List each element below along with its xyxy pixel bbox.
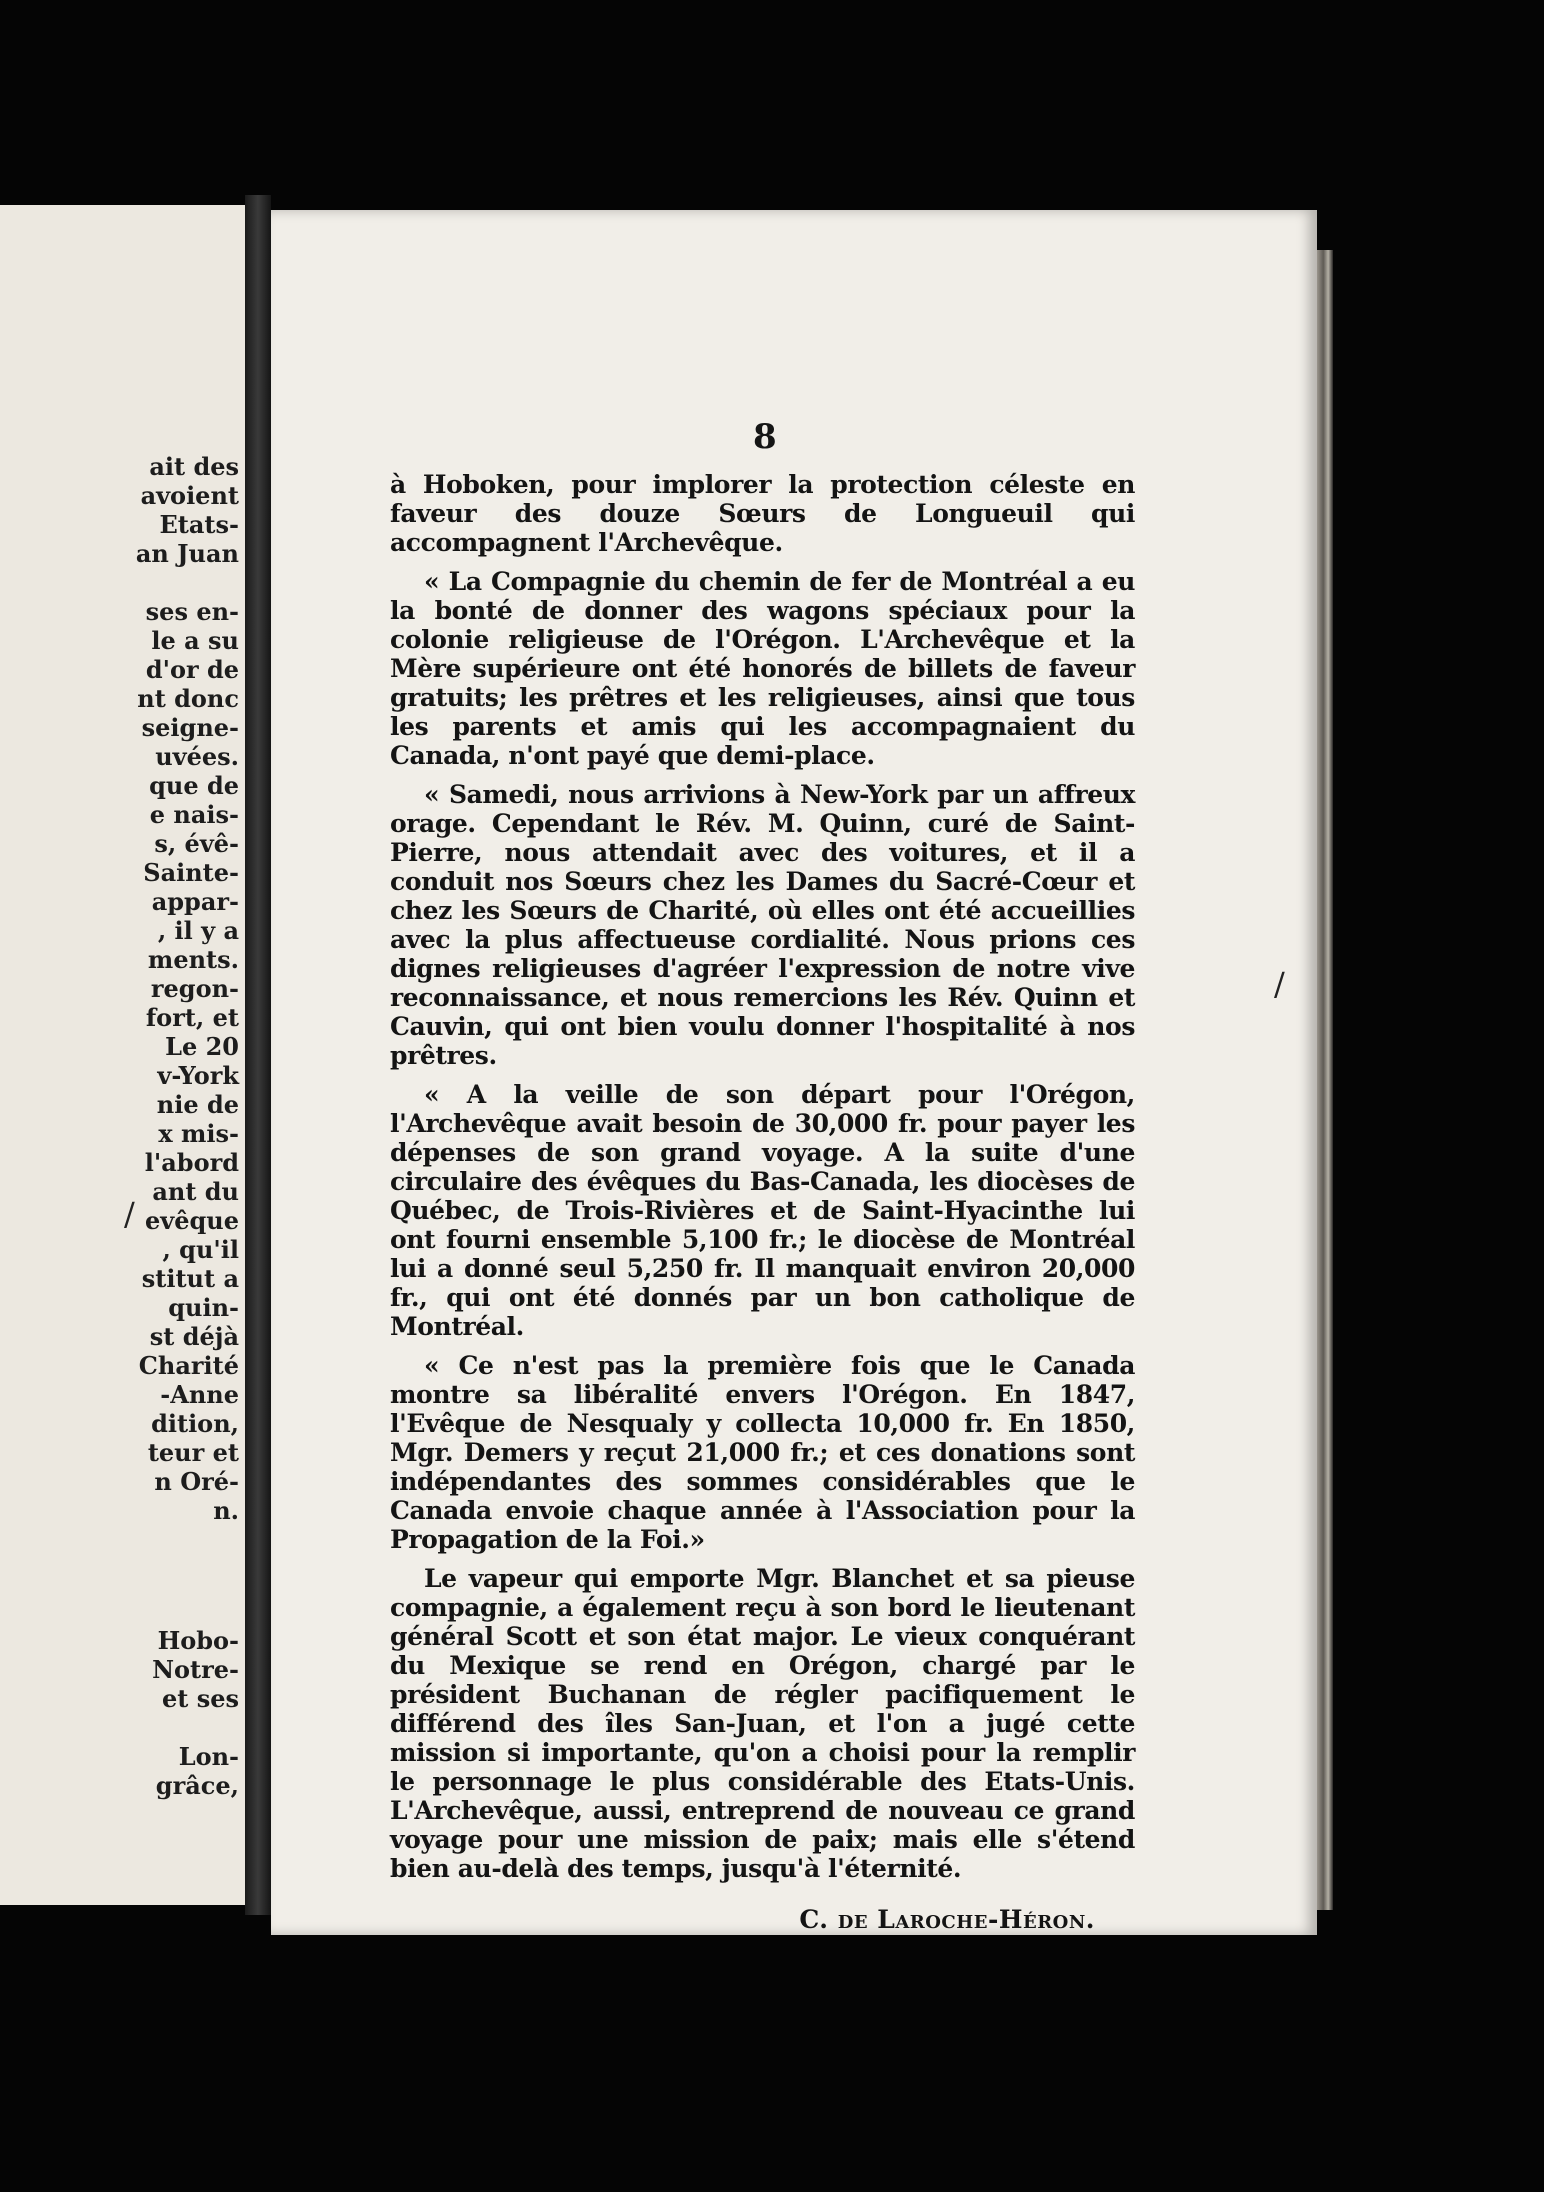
left-page-line: v-York	[157, 1061, 239, 1090]
left-page	[0, 205, 245, 1905]
page-edge	[1317, 250, 1333, 1910]
left-page-line: Notre-	[152, 1655, 239, 1684]
left-page-line: quin-	[168, 1293, 239, 1322]
left-page-line: Charité	[138, 1351, 239, 1380]
left-page-line: evêque	[145, 1206, 239, 1235]
left-page-line: nt donc	[137, 684, 239, 713]
left-page-line: d'or de	[145, 655, 239, 684]
paragraph-1: à Hoboken, pour implorer la protection céleste en faveur des douze Sœurs de Longueuil qui accompagnent l'Archevêque.	[390, 470, 1135, 557]
signature: C. de Laroche-Héron.	[799, 1905, 1095, 1934]
left-page-line: ments.	[147, 945, 239, 974]
left-page-line: uvées.	[155, 742, 239, 771]
left-page-line: Lon-	[178, 1742, 239, 1771]
left-page-line: Etats-	[159, 510, 239, 539]
left-page-line: avoient	[140, 481, 239, 510]
page-number: 8	[753, 417, 777, 457]
left-page-line: fort, et	[145, 1003, 239, 1032]
left-page-line: et ses	[161, 1684, 239, 1713]
paragraph-2: « La Compagnie du chemin de fer de Montréal a eu la bonté de donner des wagons spéciaux pour la colonie religieuse de l'Orégon. L'Archevêque et la Mère supérieure ont été honorés de billets de faveur gratuits; les prêtres et les religieuses, ainsi que tous les parents et amis qui les accompagnaient du Canada, n'ont payé que demi-place.	[390, 567, 1135, 770]
left-page-line: , il y a	[157, 916, 239, 945]
left-page-line: , qu'il	[162, 1235, 239, 1264]
left-page-line: s, évê-	[154, 829, 239, 858]
left-page-line: ant du	[152, 1177, 239, 1206]
left-page-line: stitut a	[141, 1264, 239, 1293]
left-page-line: st déjà	[149, 1322, 239, 1351]
book-gutter	[245, 195, 271, 1915]
stray-mark: /	[1274, 965, 1285, 1003]
left-page-line: appar-	[151, 887, 239, 916]
left-page-line: n Oré-	[154, 1467, 239, 1496]
left-page-line: ait des	[149, 452, 239, 481]
left-page-line: Sainte-	[143, 858, 239, 887]
left-page-line: -Anne	[160, 1380, 239, 1409]
left-page-line: Le 20	[165, 1032, 239, 1061]
left-page-line: Hobo-	[157, 1626, 239, 1655]
paragraph-4: « A la veille de son départ pour l'Orégon, l'Archevêque avait besoin de 30,000 fr. pour payer les dépenses de son grand voyage. A la suite d'une circulaire des évêques du Bas-Canada, les diocèses de Québec, de Trois-Rivières et de Saint-Hyacinthe lui ont fourni ensemble 5,100 fr.; le diocèse de Montréal lui a donné seul 5,250 fr. Il manquait environ 20,000 fr., qui ont été donnés par un bon catholique de Montréal.	[390, 1080, 1135, 1341]
left-page-line: que de	[149, 771, 239, 800]
left-page-line: nie de	[156, 1090, 239, 1119]
stray-mark: /	[124, 1195, 135, 1233]
left-page-line: seigne-	[141, 713, 239, 742]
article-body	[390, 470, 1135, 1934]
left-page-line: l'abord	[144, 1148, 239, 1177]
left-page-line: teur et	[147, 1438, 239, 1467]
left-page-line: regon-	[150, 974, 239, 1003]
left-page-line: x mis-	[158, 1119, 239, 1148]
left-page-line: dition,	[151, 1409, 239, 1438]
paragraph-3: « Samedi, nous arrivions à New-York par un affreux orage. Cependant le Rév. M. Quinn, curé de Saint-Pierre, nous attendait avec des voitures, et il a conduit nos Sœurs chez les Dames du Sacré-Cœur et chez les Sœurs de Charité, où elles ont été accueillies avec la plus affectueuse cordialité. Nous prions ces dignes religieuses d'agréer l'expression de notre vive reconnaissance, et nous remercions les Rév. Quinn et Cauvin, qui ont bien voulu donner l'hospitalité à nos prêtres.	[390, 780, 1135, 1070]
left-page-line: le a su	[151, 626, 239, 655]
left-page-line: e nais-	[149, 800, 239, 829]
left-page-line: grâce,	[155, 1771, 239, 1800]
left-page-line: ses en-	[145, 597, 239, 626]
left-page-line: an Juan	[135, 539, 239, 568]
paragraph-5: « Ce n'est pas la première fois que le Canada montre sa libéralité envers l'Orégon. En 1847, l'Evêque de Nesqualy y collecta 10,000 fr. En 1850, Mgr. Demers y reçut 21,000 fr.; et ces donations sont indépendantes des sommes considérables que le Canada envoie chaque année à l'Association pour la Propagation de la Foi.»	[390, 1351, 1135, 1554]
left-page-line: n.	[213, 1496, 239, 1525]
paragraph-6: Le vapeur qui emporte Mgr. Blanchet et sa pieuse compagnie, a également reçu à son bord le lieutenant général Scott et son état major. Le vieux conquérant du Mexique se rend en Orégon, chargé par le président Buchanan de régler pacifiquement le différend des îles San-Juan, et l'on a jugé cette mission si importante, qu'on a choisi pour la remplir le personnage le plus considérable des Etats-Unis. L'Archevêque, aussi, entreprend de nouveau ce grand voyage pour une mission de paix; mais elle s'étend bien au-delà des temps, jusqu'à l'éternité.	[390, 1564, 1135, 1883]
